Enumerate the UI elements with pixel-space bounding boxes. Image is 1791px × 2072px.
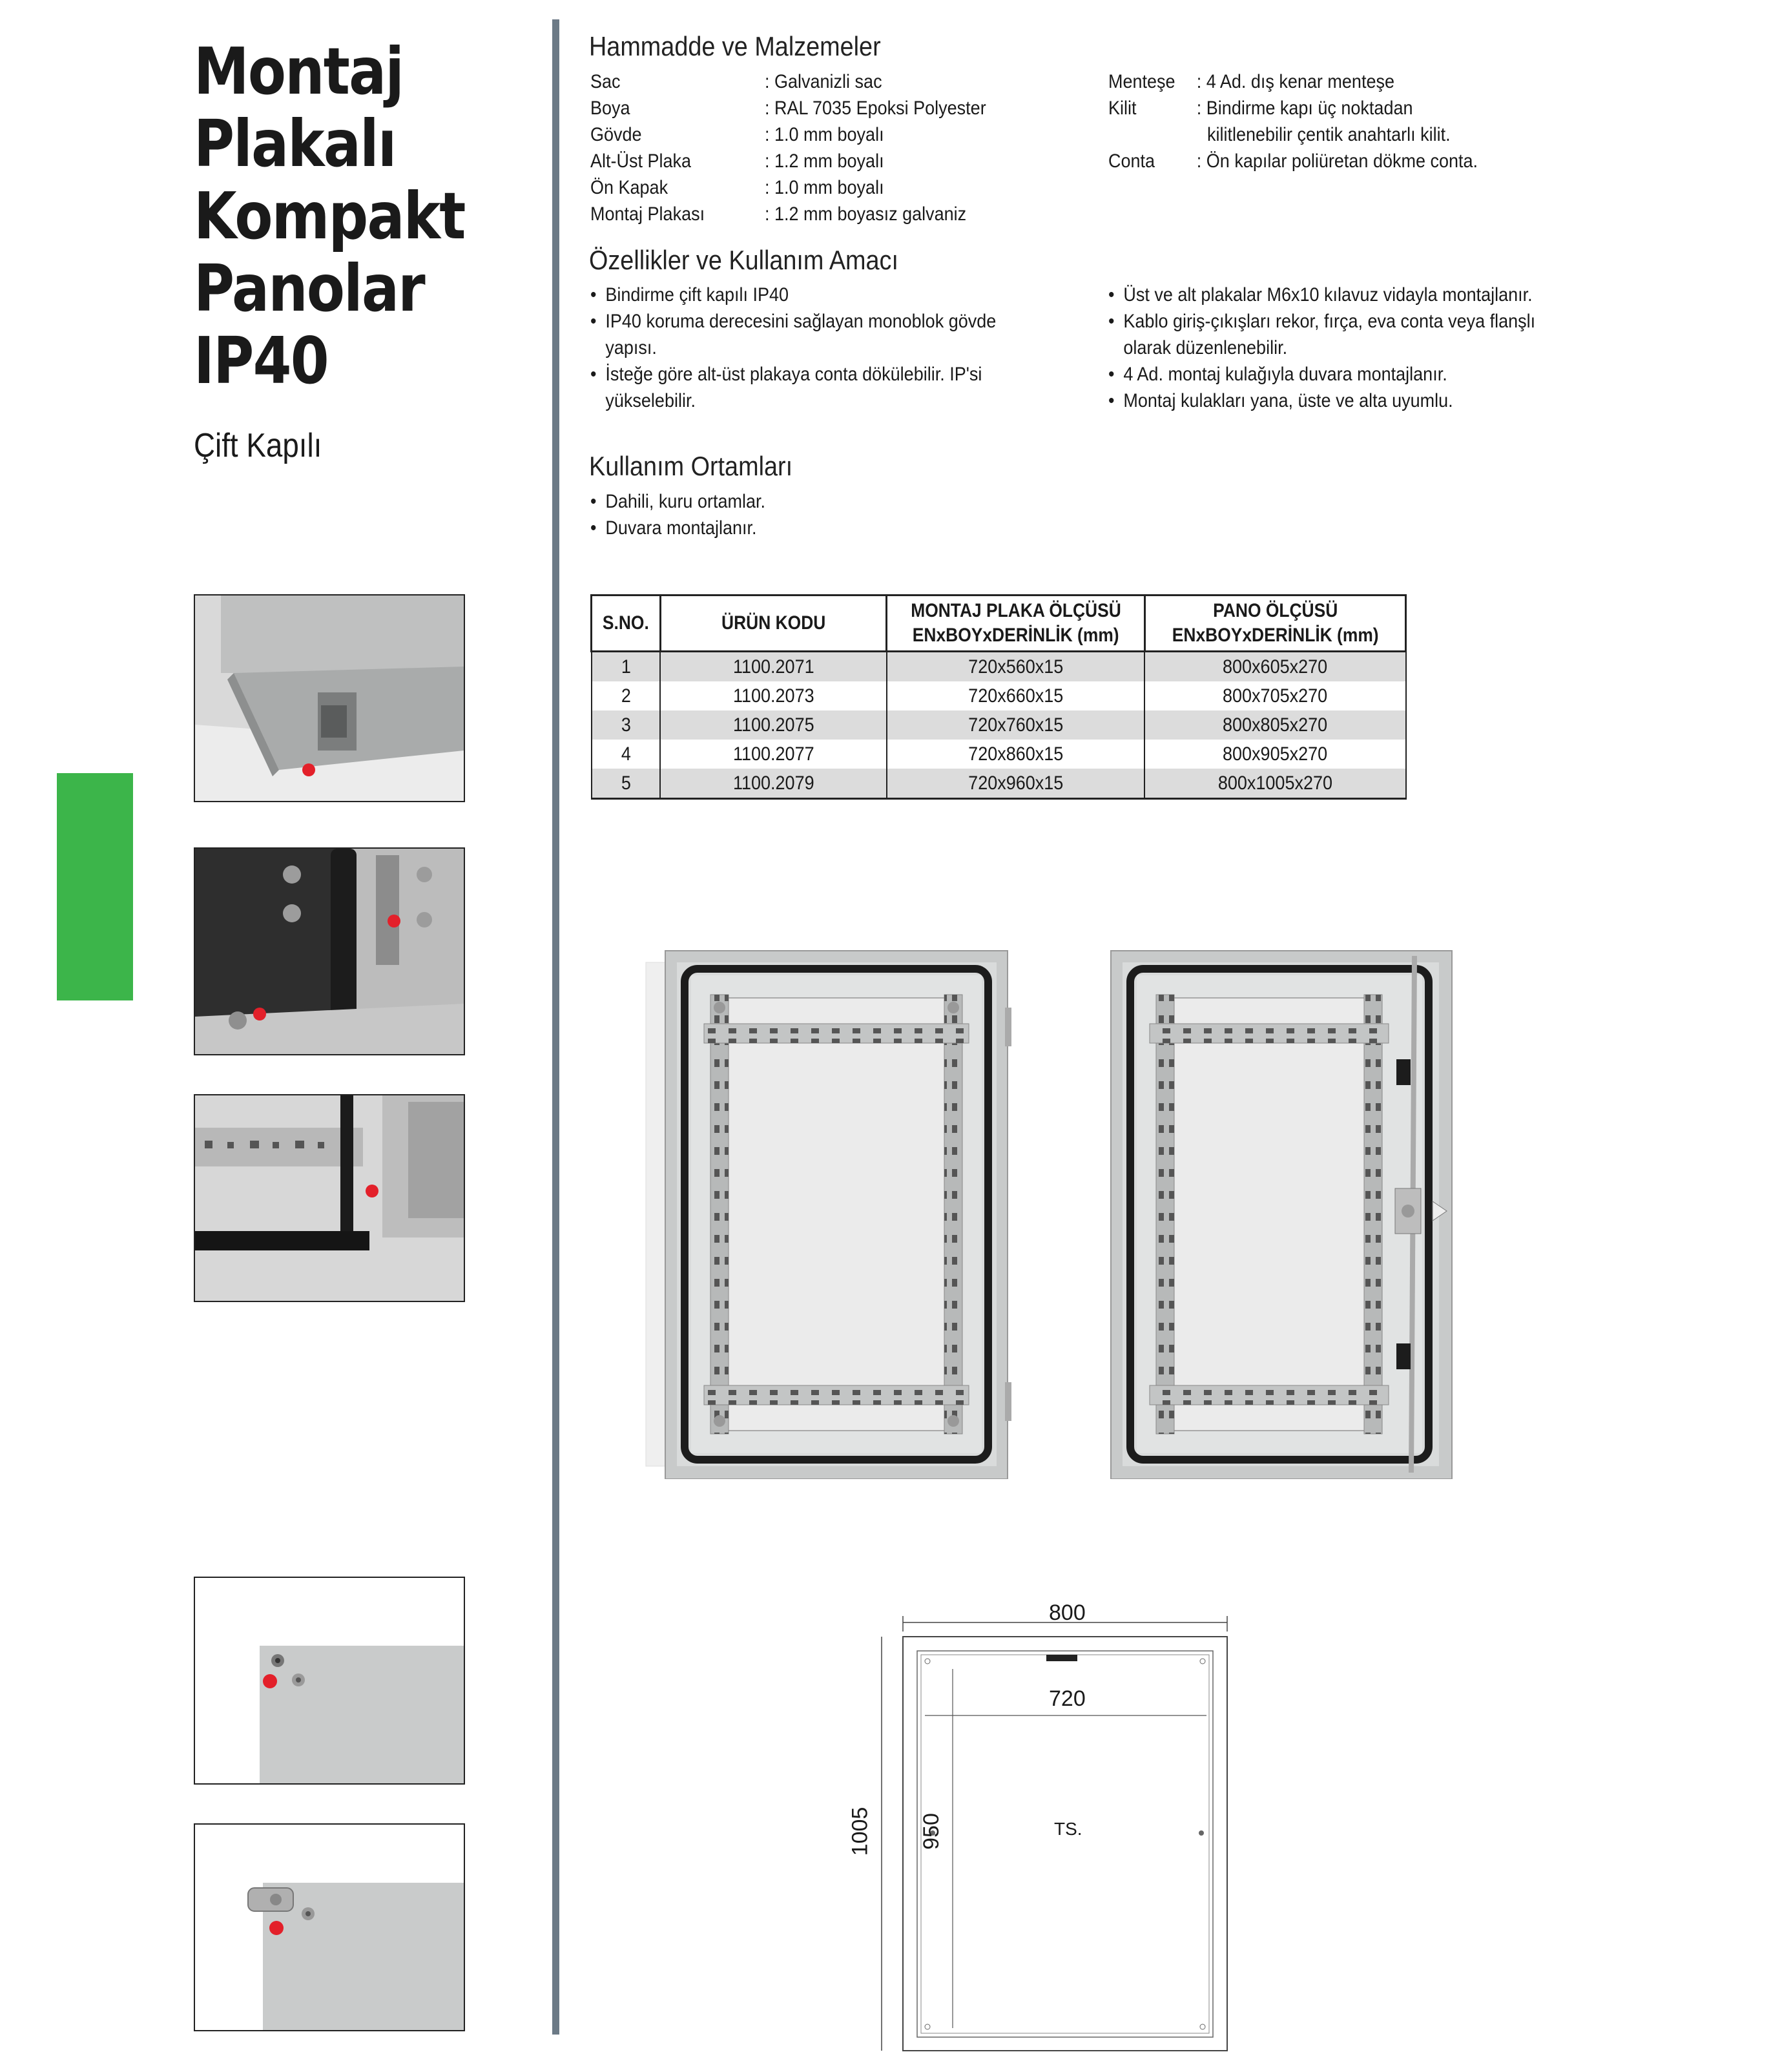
table-cell: 1100.2077 <box>660 740 887 769</box>
usage-item: • Duvara montajlanır. <box>590 515 1009 541</box>
table-row <box>592 652 1406 682</box>
table-cell: 1100.2075 <box>660 710 887 740</box>
spec-value: : 4 Ad. dış kenar menteşe <box>1196 71 1394 92</box>
table-cell: 800x805x270 <box>1144 710 1405 740</box>
product-table <box>590 594 1407 800</box>
feature-item: • Bindirme çift kapılı IP40 <box>590 282 1009 308</box>
marker-dot <box>253 1008 266 1020</box>
spec-row <box>1108 148 1478 174</box>
product-illustration <box>639 943 1473 1479</box>
spec-value: : 1.2 mm boyasız galvaniz <box>765 203 967 225</box>
dim-width-inner: 720 <box>1049 1686 1086 1711</box>
feature-item: • 4 Ad. montaj kulağıyla duvara montajlanır. <box>1108 361 1550 388</box>
features-right-list <box>1108 282 1550 414</box>
spec-value: : Galvanizli sac <box>765 71 882 92</box>
table-cell: 800x905x270 <box>1144 740 1405 769</box>
col-header-sno: S.NO. <box>592 596 661 652</box>
spec-value: : Bindirme kapı üç noktadan <box>1196 98 1413 119</box>
usage-list <box>590 488 1009 541</box>
spec-row <box>1108 68 1394 95</box>
table-cell: 720x960x15 <box>887 769 1144 799</box>
dim-width-outer: 800 <box>1049 1601 1086 1625</box>
spec-label: Sac <box>590 71 621 92</box>
spec-row <box>590 95 986 121</box>
table-cell: 2 <box>592 681 661 710</box>
technical-drawing <box>847 1601 1247 2058</box>
features-heading: Özellikler ve Kullanım Amacı <box>589 245 898 275</box>
spec-label: Alt-Üst Plaka <box>590 150 692 172</box>
spec-row <box>590 201 967 227</box>
title-line: Kompakt <box>194 178 465 254</box>
detail-photo-mounting-rail <box>194 1094 465 1302</box>
page-subtitle: Çift Kapılı <box>194 427 322 464</box>
spec-row <box>590 148 884 174</box>
table-row <box>592 710 1406 740</box>
spec-label: Gövde <box>590 124 642 145</box>
feature-item: • Üst ve alt plakalar M6x10 kılavuz vidayla montajlanır. <box>1108 282 1550 308</box>
spec-label: Conta <box>1108 150 1155 172</box>
dim-height-inner: 950 <box>918 1813 944 1850</box>
table-cell: 1100.2079 <box>660 769 887 799</box>
detail-photo-wall-bracket-1 <box>194 1577 465 1785</box>
title-line: Plakalı <box>194 106 396 181</box>
detail-photo-wall-bracket-2 <box>194 1823 465 2031</box>
table-cell: 800x605x270 <box>1144 652 1405 682</box>
col-header-plate-size: MONTAJ PLAKA ÖLÇÜSÜ ENxBOYxDERİNLİK (mm) <box>887 596 1144 652</box>
center-label: TS. <box>1054 1819 1082 1839</box>
title-line: IP40 <box>194 323 328 399</box>
spec-value: : 1.0 mm boyalı <box>765 177 884 198</box>
table-cell: 1100.2073 <box>660 681 887 710</box>
spec-value: : 1.2 mm boyalı <box>765 150 884 172</box>
detail-photo-hinge <box>194 847 465 1055</box>
table-row <box>592 740 1406 769</box>
spec-row <box>590 121 884 148</box>
table-cell: 800x705x270 <box>1144 681 1405 710</box>
spec-value: : 1.0 mm boyalı <box>765 124 884 145</box>
feature-item: • Montaj kulakları yana, üste ve alta uyumlu. <box>1108 388 1550 414</box>
table-cell: 720x760x15 <box>887 710 1144 740</box>
detail-photo-bottom-plate <box>194 594 465 802</box>
spec-row <box>590 174 884 201</box>
feature-item: • Kablo giriş-çıkışları rekor, fırça, eva conta veya flanşlı olarak düzenlenebilir. <box>1108 308 1550 361</box>
table-cell: 1100.2071 <box>660 652 887 682</box>
spec-label: Menteşe <box>1108 71 1175 92</box>
spec-label: Boya <box>590 98 630 119</box>
table-cell: 720x560x15 <box>887 652 1144 682</box>
marker-dot <box>269 1921 284 1935</box>
materials-left-list <box>590 68 1032 230</box>
marker-dot <box>302 763 315 776</box>
col-header-product-code: ÜRÜN KODU <box>660 596 887 652</box>
spec-label: Kilit <box>1108 98 1137 119</box>
table-cell: 3 <box>592 710 661 740</box>
vertical-divider <box>552 19 559 2035</box>
features-left-list <box>590 282 1009 414</box>
marker-dot <box>388 915 400 927</box>
spec-value: : Ön kapılar poliüretan dökme conta. <box>1196 150 1478 172</box>
table-cell: 720x860x15 <box>887 740 1144 769</box>
table-cell: 720x660x15 <box>887 681 1144 710</box>
spec-row <box>1108 95 1413 121</box>
feature-item: • İsteğe göre alt-üst plakaya conta dökülebilir. IP'si yükselebilir. <box>590 361 1009 414</box>
usage-item: • Dahili, kuru ortamlar. <box>590 488 1009 515</box>
page-title <box>194 36 509 397</box>
table-cell: 4 <box>592 740 661 769</box>
table-row <box>592 681 1406 710</box>
dim-height-outer: 1005 <box>847 1807 873 1856</box>
materials-right-list <box>1108 68 1550 178</box>
spec-label: Ön Kapak <box>590 177 668 198</box>
title-line: Montaj <box>194 34 404 109</box>
col-header-panel-size: PANO ÖLÇÜSÜ ENxBOYxDERİNLİK (mm) <box>1144 596 1405 652</box>
marker-dot <box>263 1674 277 1688</box>
table-row <box>592 769 1406 799</box>
marker-dot <box>366 1185 378 1197</box>
section-color-tab <box>57 773 133 1000</box>
usage-heading: Kullanım Ortamları <box>589 451 793 481</box>
table-cell: 1 <box>592 652 661 682</box>
materials-heading: Hammadde ve Malzemeler <box>589 31 881 61</box>
table-cell: 800x1005x270 <box>1144 769 1405 799</box>
enclosure-open-view <box>646 951 1011 1479</box>
enclosure-lock-view <box>1111 951 1452 1479</box>
title-line: Panolar <box>194 251 424 326</box>
spec-label: Montaj Plakası <box>590 203 705 225</box>
spec-value: kilitlenebilir çentik anahtarlı kilit. <box>1207 124 1451 145</box>
table-cell: 5 <box>592 769 661 799</box>
table-header-row <box>592 596 1406 652</box>
feature-item: • IP40 koruma derecesini sağlayan monoblok gövde yapısı. <box>590 308 1009 361</box>
spec-value: : RAL 7035 Epoksi Polyester <box>765 98 986 119</box>
spec-row <box>590 68 882 95</box>
